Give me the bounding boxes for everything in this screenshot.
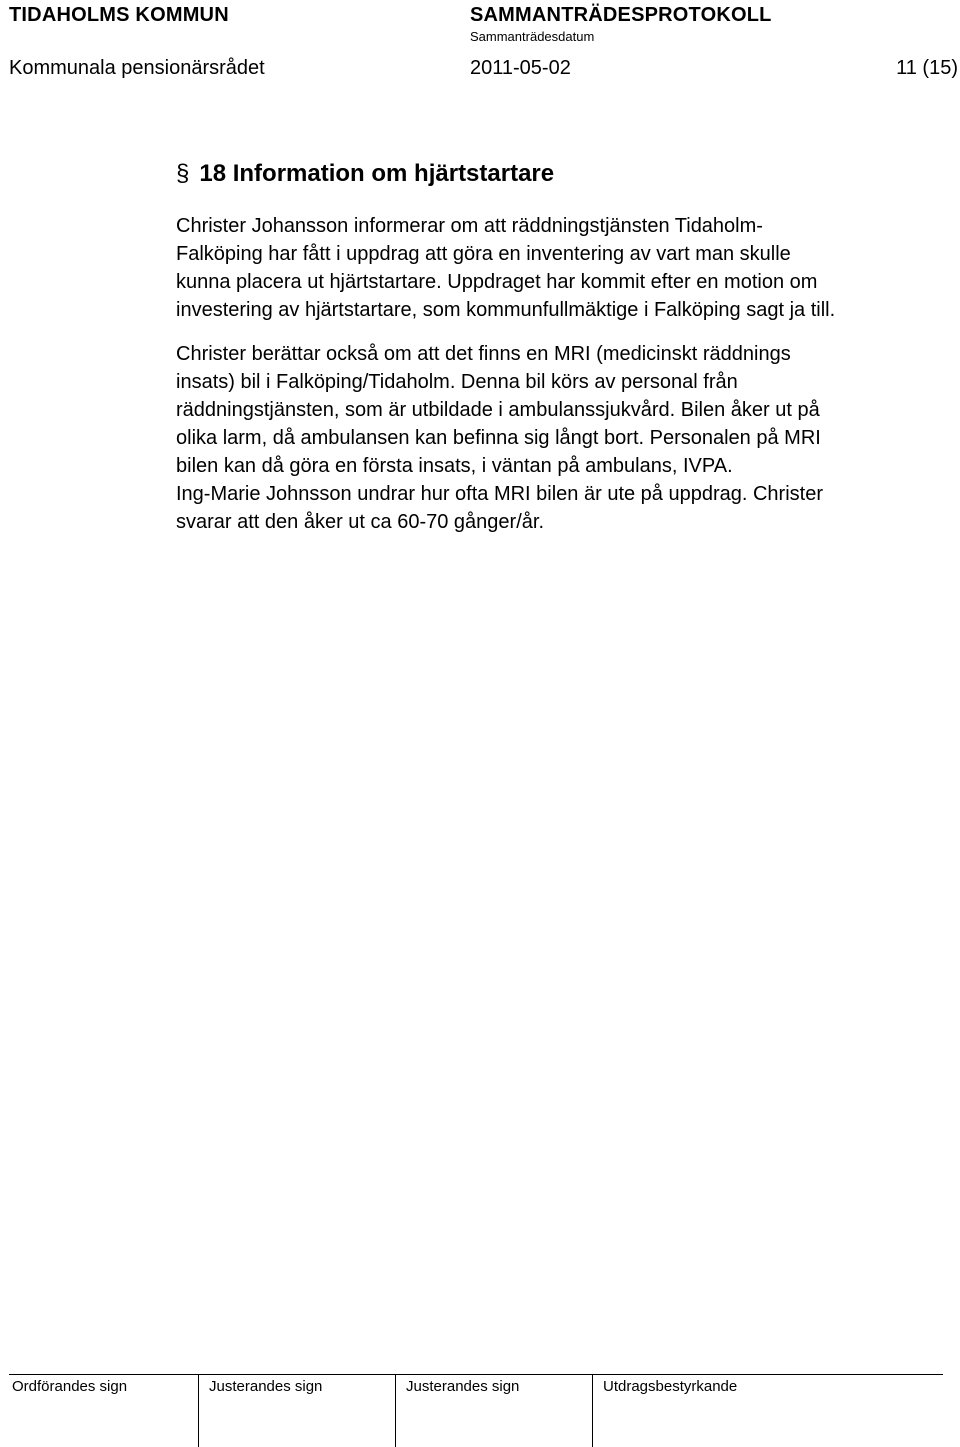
meeting-date-label: Sammanträdesdatum xyxy=(470,29,595,44)
signature-box-chair xyxy=(9,1374,197,1447)
signature-box-adjuster-2 xyxy=(395,1374,592,1447)
signature-label: Justerandes sign xyxy=(406,1378,520,1395)
minutes-body xyxy=(176,212,936,552)
page-number: 11 (15) xyxy=(896,57,958,79)
text-line: olika larm, då ambulansen kan befinna sig långt bort. Personalen på MRI xyxy=(176,427,821,449)
section-heading xyxy=(176,160,554,188)
text-line: Falköping har fått i uppdrag att göra en inventering av vart man skulle xyxy=(176,243,791,265)
text-line: investering av hjärtstartare, som kommunfullmäktige i Falköping sagt ja till. xyxy=(176,299,836,321)
text-line: svarar att den åker ut ca 60-70 gånger/år. xyxy=(176,511,544,533)
text-line: Christer Johansson informerar om att räddningstjänsten Tidaholm- xyxy=(176,215,763,237)
text-line: räddningstjänsten, som är utbildade i ambulanssjukvård. Bilen åker ut på xyxy=(176,399,820,421)
committee-name: Kommunala pensionärsrådet xyxy=(9,57,265,79)
signature-footer xyxy=(0,1374,960,1447)
document-type: SAMMANTRÄDESPROTOKOLL xyxy=(470,4,772,26)
text-line: Christer berättar också om att det finns en MRI (medicinskt räddnings xyxy=(176,343,791,365)
signature-box-adjuster-1 xyxy=(198,1374,395,1447)
meeting-date: 2011-05-02 xyxy=(470,57,571,79)
text-line: insats) bil i Falköping/Tidaholm. Denna bil körs av personal från xyxy=(176,371,738,393)
signature-box-extract-certification xyxy=(592,1374,943,1447)
signature-label: Ordförandes sign xyxy=(12,1378,128,1395)
section-title: 18 Information om hjärtstartare xyxy=(199,160,555,187)
signature-label: Utdragsbestyrkande xyxy=(603,1378,738,1395)
signature-label: Justerandes sign xyxy=(209,1378,323,1395)
paragraph xyxy=(176,212,936,324)
text-line: Ing-Marie Johnsson undrar hur ofta MRI bilen är ute på uppdrag. Christer xyxy=(176,483,824,505)
text-line: kunna placera ut hjärtstartare. Uppdraget har kommit efter en motion om xyxy=(176,271,818,293)
paragraph xyxy=(176,340,936,536)
organization-name: TIDAHOLMS KOMMUN xyxy=(9,4,229,26)
text-line: bilen kan då göra en första insats, i väntan på ambulans, IVPA. xyxy=(176,455,733,477)
paragraph-symbol: § xyxy=(176,160,190,187)
